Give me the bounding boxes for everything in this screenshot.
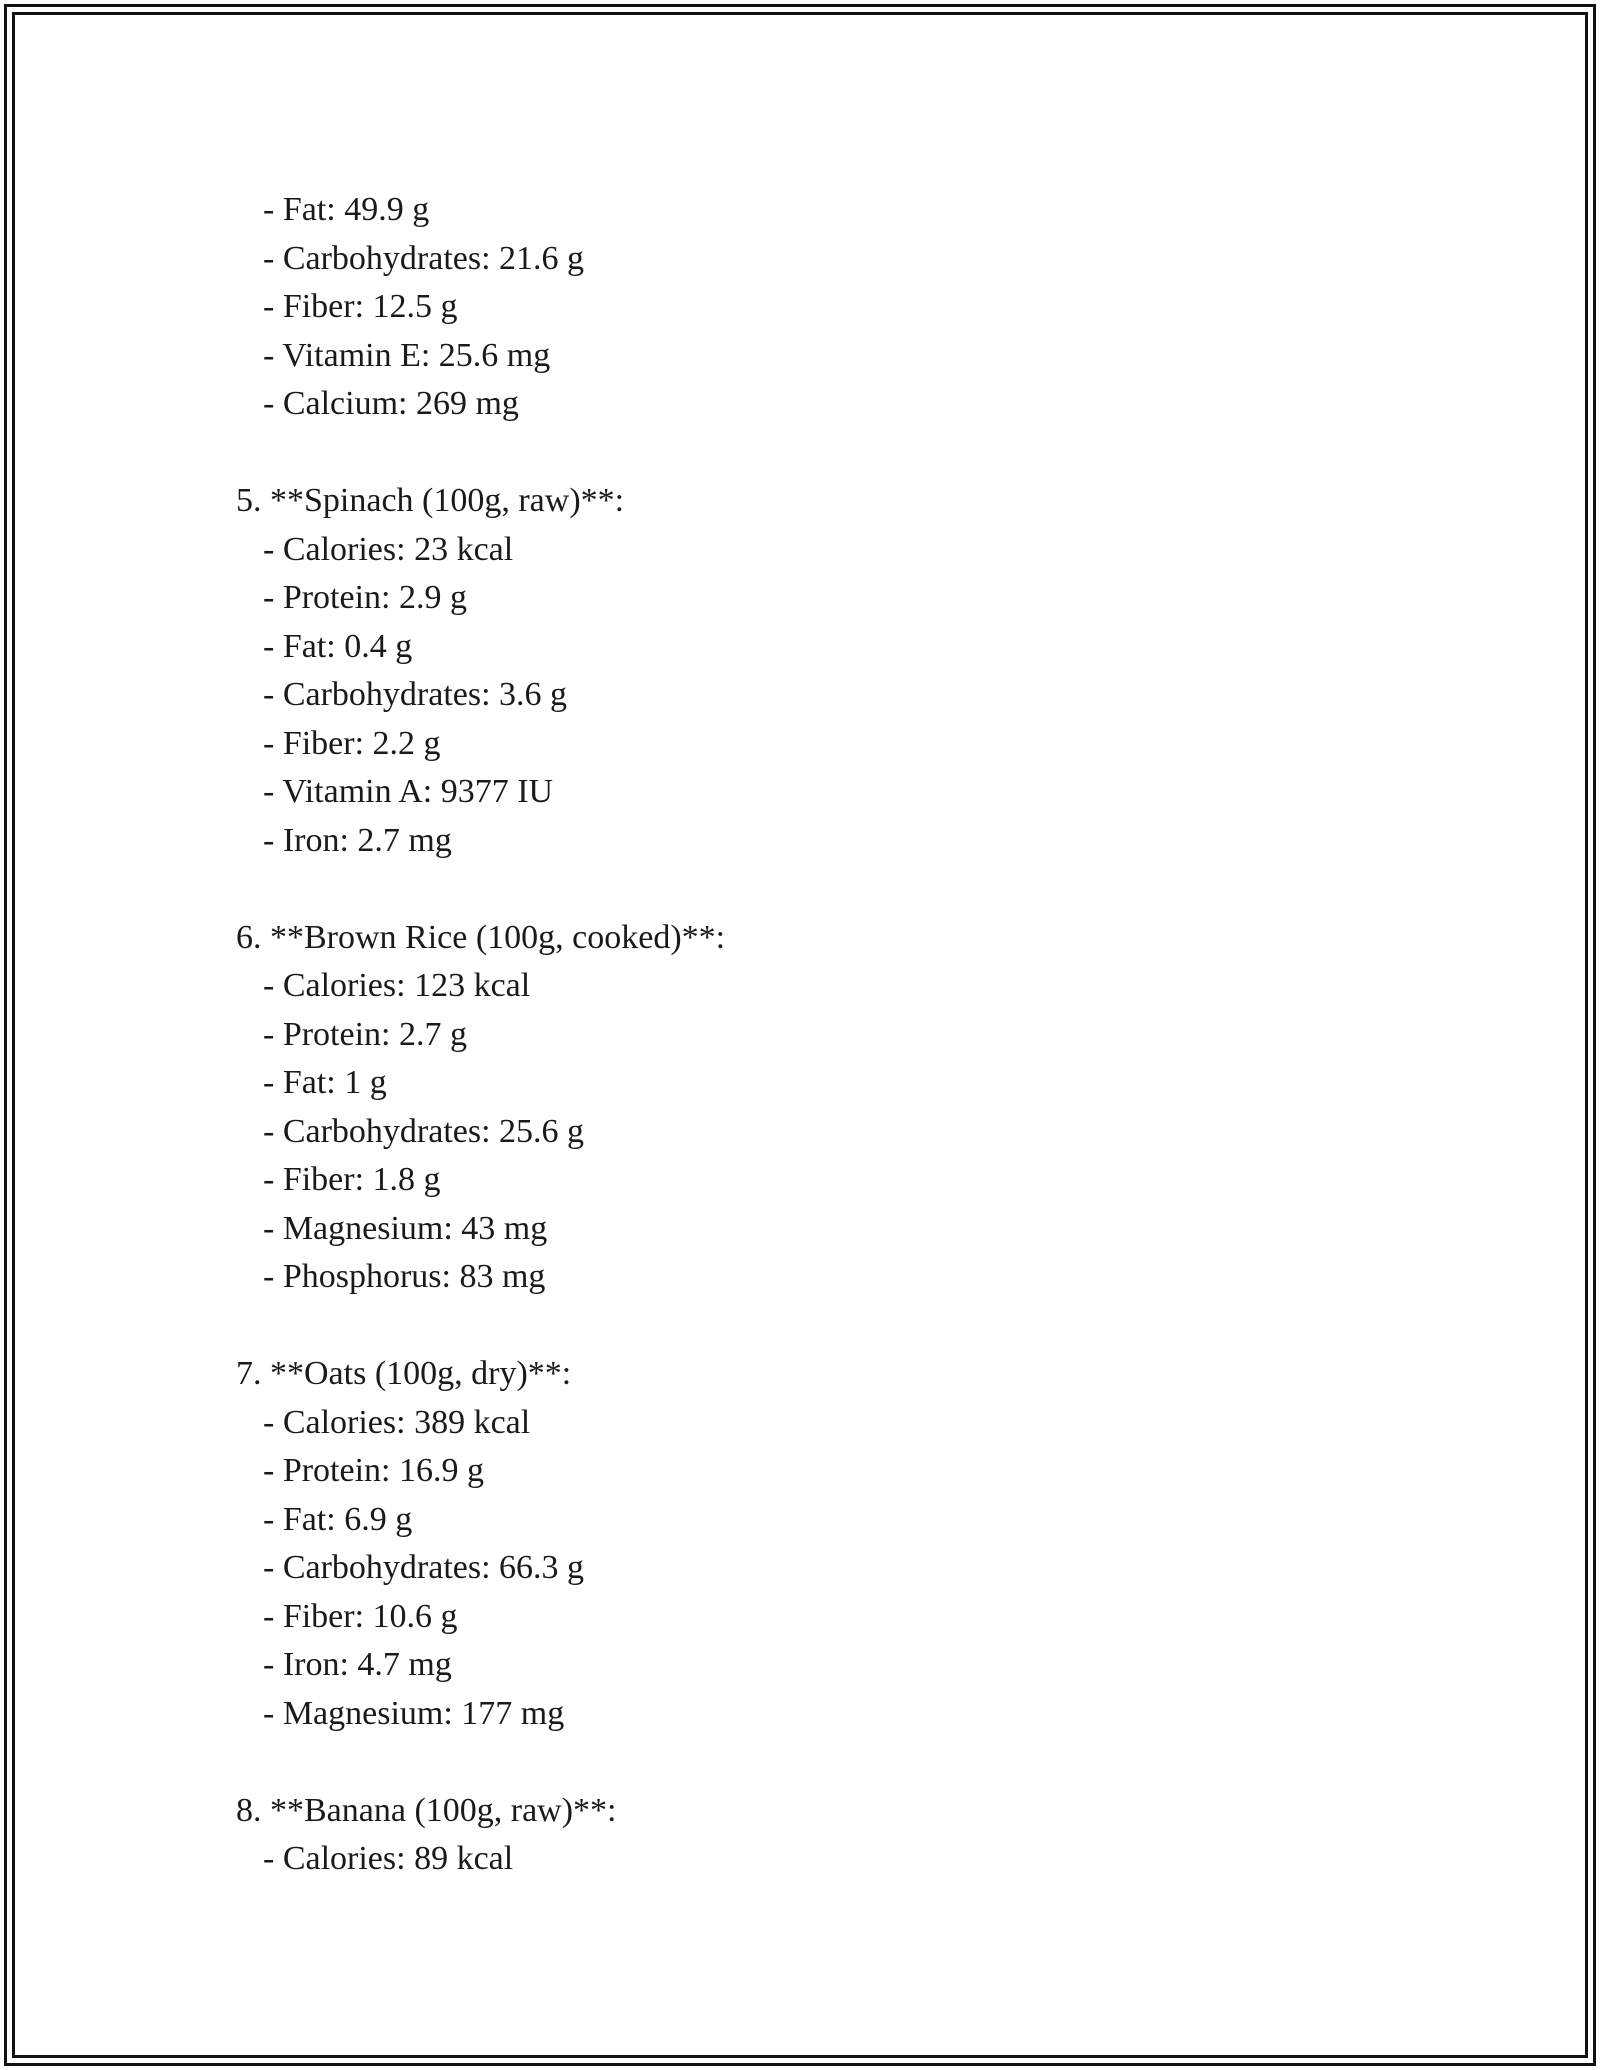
list-item: - Magnesium: 177 mg xyxy=(263,1694,565,1732)
list-item: - Carbohydrates: 25.6 g xyxy=(263,1112,585,1150)
list-item: - Magnesium: 43 mg xyxy=(263,1209,548,1247)
list-item: - Carbohydrates: 66.3 g xyxy=(263,1549,585,1586)
list-item: - Vitamin E: 25.6 mg xyxy=(263,336,551,374)
food-section-spinach xyxy=(0,477,1600,865)
list-item: - Protein: 16.9 g xyxy=(263,1452,484,1489)
spacer xyxy=(0,865,1600,914)
document-body xyxy=(0,186,1600,1884)
list-item: - Calcium: 269 mg xyxy=(263,385,519,422)
list-item: - Fat: 0.4 g xyxy=(263,627,413,665)
list-item: - Calories: 23 kcal xyxy=(263,530,514,568)
list-item: - Fiber: 2.2 g xyxy=(263,724,441,762)
food-section-brown-rice xyxy=(0,914,1600,1302)
list-item: - Fiber: 1.8 g xyxy=(263,1161,441,1198)
list-item: - Vitamin A: 9377 IU xyxy=(263,773,554,810)
list-item: - Fat: 6.9 g xyxy=(263,1500,413,1538)
food-heading: 7. **Oats (100g, dry)**: xyxy=(236,1355,572,1392)
list-item: - Calories: 89 kcal xyxy=(263,1840,514,1877)
spacer xyxy=(0,1738,1600,1787)
list-item: - Carbohydrates: 3.6 g xyxy=(263,676,568,713)
list-item: - Iron: 2.7 mg xyxy=(263,821,452,859)
list-item: - Calories: 389 kcal xyxy=(263,1403,531,1441)
list-item: - Fiber: 10.6 g xyxy=(263,1597,458,1635)
food-heading: 6. **Brown Rice (100g, cooked)**: xyxy=(236,918,726,956)
list-item: - Protein: 2.9 g xyxy=(263,579,467,616)
food-section-oats xyxy=(0,1350,1600,1738)
list-item: - Protein: 2.7 g xyxy=(263,1015,467,1053)
food-heading: 8. **Banana (100g, raw)**: xyxy=(236,1791,617,1829)
list-item: - Fat: 49.9 g xyxy=(263,191,430,228)
list-item: - Phosphorus: 83 mg xyxy=(263,1258,546,1295)
continued-list xyxy=(0,186,1600,429)
list-item: - Fat: 1 g xyxy=(263,1064,387,1101)
list-item: - Iron: 4.7 mg xyxy=(263,1646,452,1683)
list-item: - Calories: 123 kcal xyxy=(263,967,531,1004)
list-item: - Carbohydrates: 21.6 g xyxy=(263,239,585,277)
spacer xyxy=(0,429,1600,478)
list-item: - Fiber: 12.5 g xyxy=(263,288,458,325)
food-heading: 5. **Spinach (100g, raw)**: xyxy=(236,482,625,519)
spacer xyxy=(0,1302,1600,1351)
food-section-banana xyxy=(0,1787,1600,1884)
